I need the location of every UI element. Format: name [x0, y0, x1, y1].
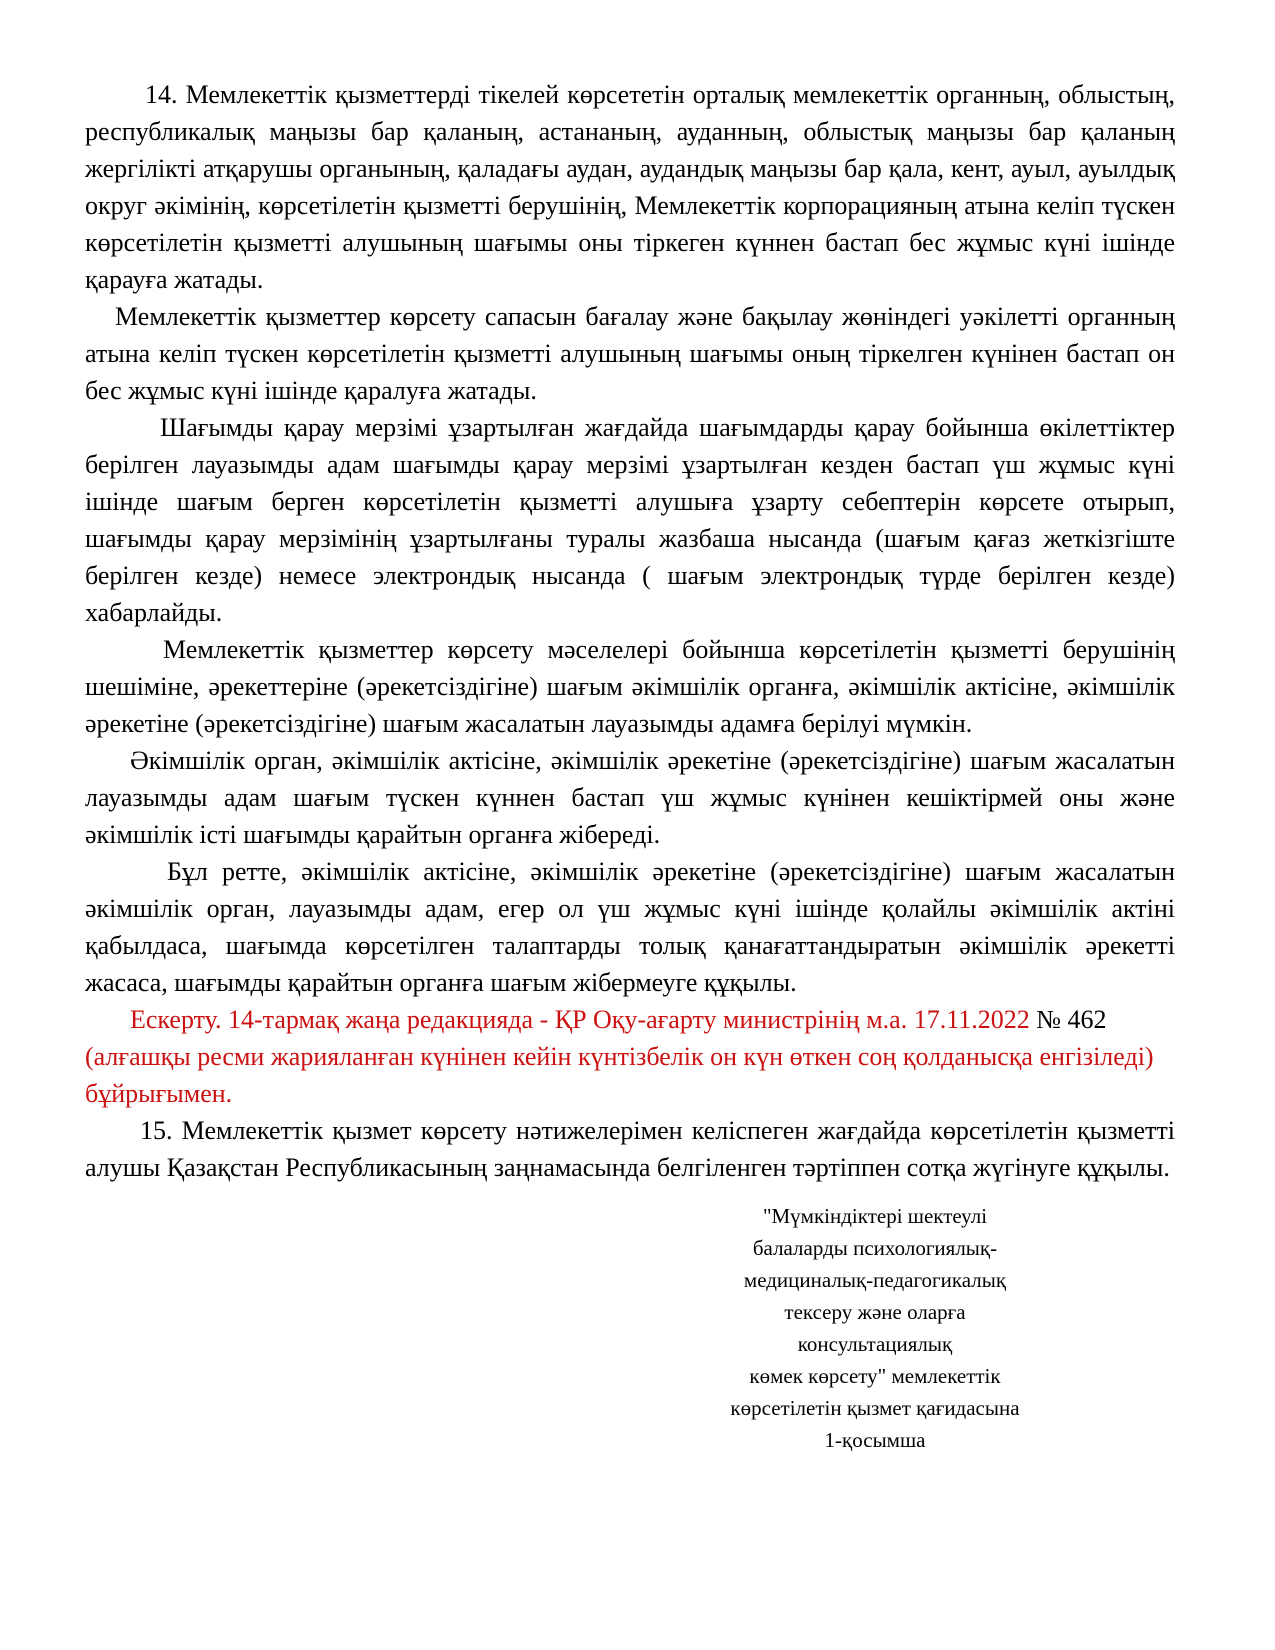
paragraph-appeal-targets: Мемлекеттік қызметтер көрсету мәселелері бойынша көрсетілетін қызметті берушінің шешіміне, әрекеттеріне (әрекетсіздігіне) шағым әкімшілік органға, әкімшілік актісіне, әкімшілік әрекетіне (әрекетсіздігіне) шағым жасалатын лауазымды адамға берілуі мүмкін.	[85, 635, 1175, 738]
paragraph-point-14: 14. Мемлекеттік қызметтерді тікелей көрсететін орталық мемлекеттік органның, облыстың, республикалық маңызы бар қаланың, астананың, ауданның, облыстық маңызы бар қаланың жергілікті атқарушы органының, қаладағы аудан, аудандық маңызы бар қала, кент, ауыл, ауылдық округ әкімінің, көрсетілетін қызметті берушінің, Мемлекеттік корпорацияның атына келіп түскен көрсетілетін қызметті алушының шағымы оны тіркеген күннен бастап бес жұмыс күні ішінде қарауға жатады.	[85, 80, 1175, 294]
appendix-line: көрсетілетін қызмет қағидасына	[730, 1396, 1020, 1420]
paragraph-term-extension: Шағымды қарау мерзімі ұзартылған жағдайда шағымдарды қарау бойынша өкілеттіктер берілген лауазымды адам шағымды қарау мерзімі ұзартылған кезден бастап үш жұмыс күні ішінде шағым берген көрсетілетін қызметті алушыға ұзарту себептерін көрсете отырып, шағымды қарау мерзімінің ұзартылғаны туралы жазбаша нысанда (шағым қағаз жеткізгіште берілген кезде) немесе электрондық нысанда ( шағым электрондық түрде берілген кезде) хабарлайды.	[85, 413, 1175, 627]
amendment-note	[85, 1001, 1175, 1112]
paragraph-favorable-act: Бұл ретте, әкімшілік актісіне, әкімшілік әрекетіне (әрекетсіздігіне) шағым жасалатын әкімшілік орган, лауазымды адам, егер ол үш жұмыс күні ішінде қолайлы әкімшілік актіні қабылдаса, шағымда көрсетілген талаптарды толық қанағаттандыратын әкімшілік әрекетті жасаса, шағымды қарайтын органға шағым жібермеуге құқылы.	[85, 857, 1175, 997]
appendix-line: балаларды психологиялық-	[752, 1236, 998, 1260]
appendix-line: тексеру және оларға	[784, 1300, 966, 1324]
appendix-line: консультациялық	[797, 1332, 953, 1356]
paragraph-point-15: 15. Мемлекеттік қызмет көрсету нәтижелерімен келіспеген жағдайда көрсетілетін қызметті алушы Қазақстан Республикасының заңнамасында белгіленген тәртіппен сотқа жүгінуге құқылы.	[85, 1116, 1175, 1182]
paragraph-admin-organ-forwarding: Әкімшілік орган, әкімшілік актісіне, әкімшілік әрекетіне (әрекетсіздігіне) шағым жасалатын лауазымды адам шағым түскен күннен бастап үш жұмыс күнінен кешіктірмей оны және әкімшілік істі шағымды қарайтын органға жібереді.	[85, 746, 1175, 849]
appendix-line: "Мүмкіндіктері шектеулі	[762, 1204, 988, 1228]
amendment-note-order-number: № 462	[1036, 1005, 1107, 1034]
document-body	[85, 76, 1175, 1456]
appendix-line: медициналық-педагогикалық	[743, 1268, 1007, 1292]
appendix-reference-block	[650, 1200, 1100, 1456]
appendix-line: 1-қосымша	[824, 1428, 926, 1452]
amendment-note-red-text: Ескерту. 14-тармақ жаңа редакцияда - ҚР Оқу-ағарту министрінің м.а. 17.11.2022	[130, 1005, 1037, 1034]
amendment-note-enactment-text: (алғашқы ресми жарияланған күнінен кейін күнтізбелік он күн өткен соң қолданысқа енгізіледі) бұйрығымен.	[85, 1042, 1154, 1108]
appendix-line: көмек көрсету" мемлекеттік	[749, 1364, 1001, 1388]
paragraph-quality-control: Мемлекеттік қызметтер көрсету сапасын бағалау және бақылау жөніндегі уәкілетті органның атына келіп түскен көрсетілетін қызметті алушының шағымы оның тіркелген күнінен бастап он бес жұмыс күні ішінде қаралуға жатады.	[85, 302, 1175, 405]
